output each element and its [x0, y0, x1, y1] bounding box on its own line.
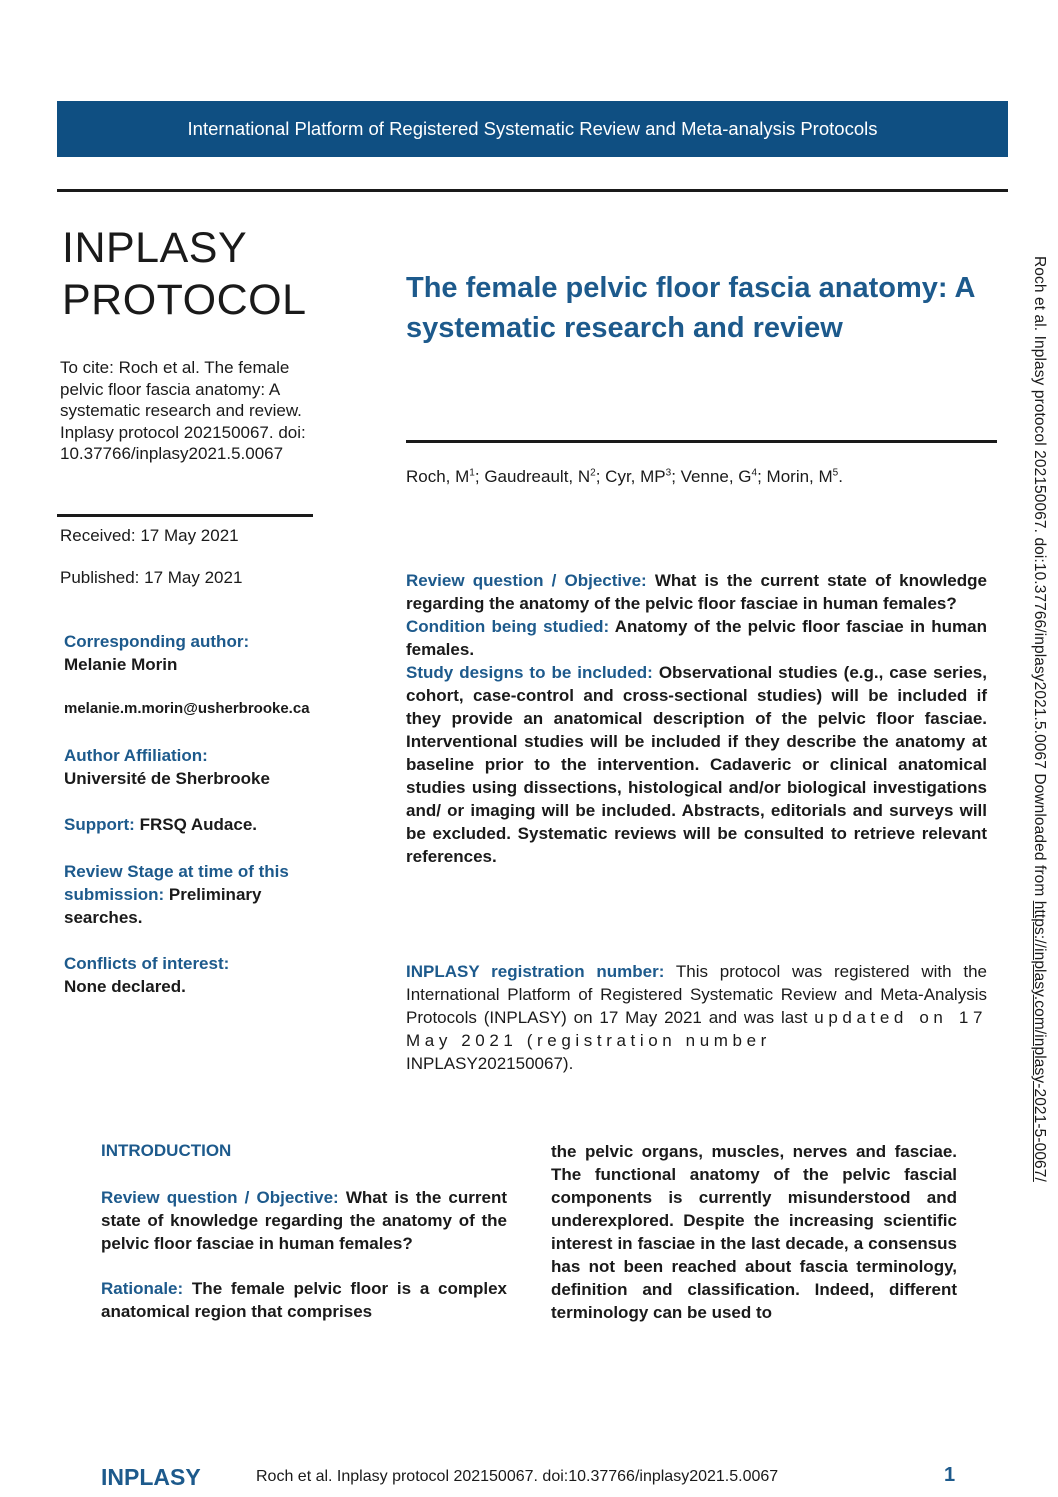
published-date: Published: 17 May 2021 — [60, 568, 243, 587]
title-rule — [406, 440, 997, 443]
affiliation-label: Author Affiliation: — [64, 746, 208, 765]
protocol-heading-line1: INPLASY — [62, 224, 248, 272]
intro-column-left — [101, 1186, 507, 1323]
author: Morin, $M^5$. — [766, 467, 843, 486]
author: Roch, $M^1$; — [406, 467, 485, 486]
paper-title: The female pelvic floor fascia anatomy: A systematic research and review — [406, 272, 975, 344]
support — [64, 813, 364, 836]
registration-text: This protocol was registered with the International Platform of Registered Systematic Review and Meta-Analysis Protocols (INPLASY) on 17 May 2021 and was last — [406, 962, 987, 1027]
corresponding-author — [64, 630, 364, 676]
corresponding-author-name: Melanie Morin — [64, 655, 178, 674]
abstract — [406, 569, 987, 868]
registration-label: INPLASY registration number: — [406, 962, 665, 981]
intro-column-right: the pelvic organs, muscles, nerves and fasciae. The functional anatomy of the pelvic fascial components is currently misunderstood and underexplored. Despite the increasing scientific interest in fasciae in the last decade, a consensus has not been reached about fascia terminology, definition and classification. Indeed, different terminology can be used to — [551, 1142, 957, 1322]
author: Gaudreault, $N^2$; — [484, 467, 606, 486]
author: Cyr, $MP^3$; — [605, 467, 681, 486]
introduction-heading: INTRODUCTION — [101, 1141, 232, 1160]
support-value: FRSQ Audace. — [139, 815, 258, 834]
review-stage-value: Preliminary searches. — [64, 885, 262, 927]
footer-brand: INPLASY — [101, 1464, 201, 1490]
author-affiliation — [64, 744, 364, 790]
page-number: 1 — [944, 1464, 956, 1486]
conflicts-value: None declared. — [64, 977, 186, 996]
affiliation-value: Université de Sherbrooke — [64, 769, 270, 788]
protocol-heading-line2: PROTOCOL — [62, 276, 307, 324]
side-download-note — [1030, 256, 1048, 1182]
author-list — [406, 467, 843, 487]
citation: To cite: Roch et al. The female pelvic floor fascia anatomy: A systematic research and review. Inplasy protocol 202150067. doi: 10.37766/inplasy2021.5.0067 — [60, 358, 306, 463]
review-stage — [64, 860, 344, 929]
abstract-condition: Condition being studied: Anatomy of the pelvic floor fasciae in human females. — [406, 617, 987, 659]
review-stage-label: Review Stage at time of this submission: — [64, 862, 289, 904]
download-link[interactable]: https://inplasy.com/inplasy-2021-5-0067/ — [1031, 900, 1048, 1182]
side-note-text: Roch et al. Inplasy protocol 202150067. doi:10.37766/inplasy2021.5.0067 Downloaded from — [1031, 256, 1048, 901]
sidebar-rule — [57, 514, 313, 517]
abstract-study-designs: Study designs to be included: Observational studies (e.g., case series, cohort, case-control and cross-sectional studies) will be included if they provide an anatomical description of the pelvic floor fasciae. Interventional studies will be included if they describe the anatomy at baseline prior to the intervention. Cadaveric or clinical anatomical studies using dissections, histological and/or biological investigations and/ or imaging will be included. Abstracts, editorials and surveys will be excluded. Systematic reviews will be consulted to retrieve relevant references. — [406, 663, 987, 866]
registration-text-spaced: updated on 17 May 2021 (registration number — [406, 1008, 988, 1050]
registration-number: INPLASY202150067). — [406, 1054, 574, 1073]
author-email[interactable]: melanie.m.morin@usherbrooke.ca — [64, 700, 310, 717]
registration-info — [406, 960, 987, 1075]
author: Venne, $G^4$; — [680, 467, 767, 486]
protocol-heading — [62, 222, 307, 326]
conflicts-of-interest — [64, 952, 364, 998]
support-label: Support: — [64, 815, 135, 834]
corresponding-author-label: Corresponding author: — [64, 632, 250, 651]
intro-review-question: Review question / Objective: What is the current state of knowledge regarding the anatomy of the pelvic floor fasciae in human females? — [101, 1188, 507, 1253]
received-date: Received: 17 May 2021 — [60, 526, 239, 545]
top-rule — [57, 189, 1008, 192]
abstract-review-question: Review question / Objective: What is the current state of knowledge regarding the anatomy of the pelvic floor fasciae in human females? — [406, 571, 987, 613]
footer-citation: Roch et al. Inplasy protocol 202150067. doi:10.37766/inplasy2021.5.0067 — [256, 1468, 779, 1485]
intro-rationale: Rationale: The female pelvic floor is a complex anatomical region that comprises — [101, 1279, 507, 1321]
conflicts-label: Conflicts of interest: — [64, 954, 230, 973]
platform-banner: International Platform of Registered Systematic Review and Meta-analysis Protocols — [57, 101, 1008, 157]
